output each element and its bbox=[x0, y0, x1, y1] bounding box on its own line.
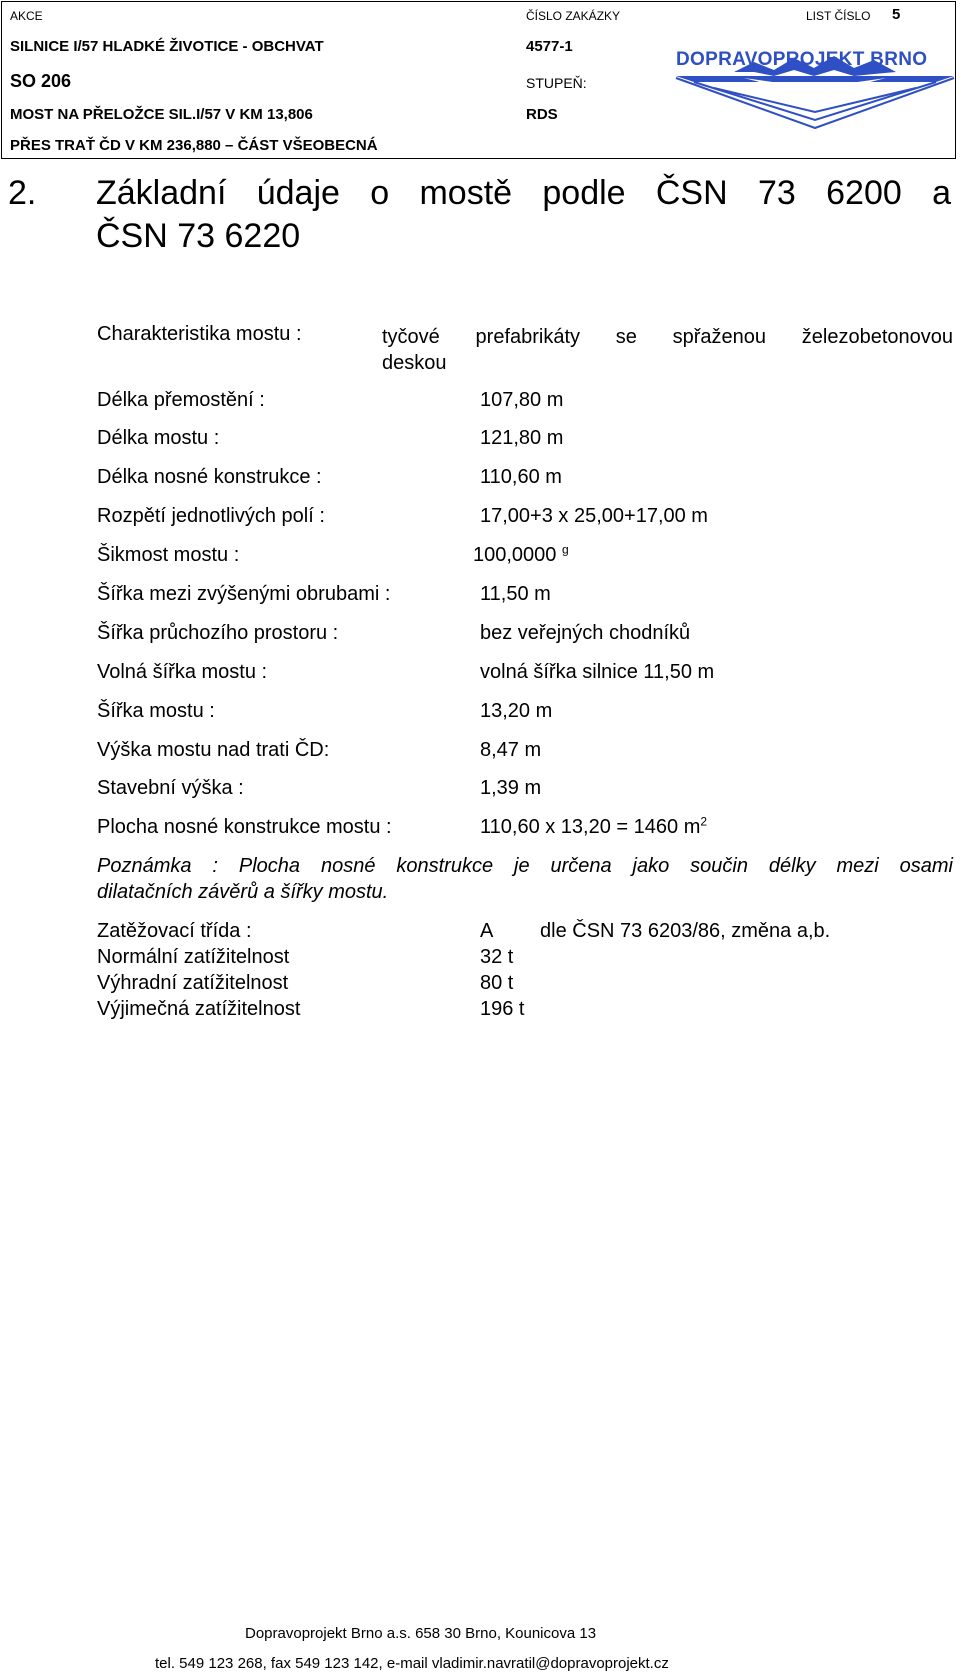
stage-label: STUPEŇ: bbox=[526, 75, 587, 91]
capacity-label: Normální zatížitelnost bbox=[97, 946, 290, 968]
capacity-value: 80 t bbox=[480, 972, 514, 994]
load-class-label: Zatěžovací třída : bbox=[97, 920, 252, 942]
sheet-label: LIST ČÍSLO bbox=[806, 9, 871, 23]
bridge-line-2: PŘES TRAŤ ČD V KM 236,880 – ČÁST VŠEOBECNÁ bbox=[10, 137, 378, 154]
param-value: volná šířka silnice 11,50 m bbox=[480, 661, 715, 683]
param-value: 110,60 m bbox=[480, 466, 562, 488]
param-value: 107,80 m bbox=[480, 389, 564, 411]
sheet-number: 5 bbox=[892, 6, 901, 23]
capacity-value: 196 t bbox=[480, 998, 525, 1020]
logo-text: DOPRAVOPROJEKT BRNO bbox=[676, 49, 928, 70]
order-label: ČÍSLO ZAKÁZKY bbox=[526, 9, 621, 23]
param-value: 11,50 m bbox=[480, 583, 551, 605]
param-value: 1,39 m bbox=[480, 777, 542, 799]
param-label: Výška mostu nad trati ČD: bbox=[97, 739, 330, 761]
skew-label: Šikmost mostu : bbox=[97, 544, 240, 566]
note-line-2: dilatačních závěrů a šířky mostu. bbox=[97, 881, 389, 903]
akce-label: AKCE bbox=[10, 9, 43, 23]
capacity-label: Výjimečná zatížitelnost bbox=[97, 998, 301, 1020]
section-number: 2. bbox=[8, 174, 37, 212]
order-value: 4577-1 bbox=[526, 38, 573, 55]
section-title-line-1: Základní údaje o mostě podle ČSN 73 6200 a bbox=[96, 174, 951, 212]
section-title-line-2: ČSN 73 6220 bbox=[96, 217, 301, 255]
param-label: Délka nosné konstrukce : bbox=[97, 466, 322, 488]
param-value: 8,47 m bbox=[480, 739, 542, 761]
param-label: Délka mostu : bbox=[97, 427, 220, 449]
skew-number: 100,0000 bbox=[473, 544, 557, 566]
capacity-label: Výhradní zatížitelnost bbox=[97, 972, 289, 994]
param-label: Šířka mezi zvýšenými obrubami : bbox=[97, 583, 391, 605]
param-label: Volná šířka mostu : bbox=[97, 661, 268, 683]
area-value bbox=[480, 816, 707, 839]
capacity-value: 32 t bbox=[480, 946, 514, 968]
footer-contact: tel. 549 123 268, fax 549 123 142, e-mail vladimir.navratil@dopravoprojekt.cz bbox=[155, 1655, 669, 1672]
note bbox=[97, 853, 953, 905]
area-exponent: 2 bbox=[700, 814, 708, 829]
footer-address: Dopravoprojekt Brno a.s. 658 30 Brno, Kounicova 13 bbox=[245, 1625, 597, 1642]
note-line-1: Poznámka : Plocha nosné konstrukce je určena jako součin délky mezi osami bbox=[97, 855, 953, 877]
road-name: SILNICE I/57 HLADKÉ ŽIVOTICE - OBCHVAT bbox=[10, 38, 324, 55]
bridge-line-1: MOST NA PŘELOŽCE SIL.I/57 V KM 13,806 bbox=[10, 106, 313, 123]
characteristics-value-line-2: deskou bbox=[382, 352, 447, 374]
param-label: Šířka mostu : bbox=[97, 700, 215, 722]
param-label: Rozpětí jednotlivých polí : bbox=[97, 505, 325, 527]
param-label: Stavební výška : bbox=[97, 777, 244, 799]
load-class-norm: dle ČSN 73 6203/86, změna a,b. bbox=[540, 920, 831, 942]
load-class-value: A bbox=[480, 920, 494, 942]
skew-unit: g bbox=[561, 542, 569, 557]
characteristics-label: Charakteristika mostu : bbox=[97, 323, 302, 345]
characteristics-value-line-1: tyčové prefabrikáty se spřaženou železobetonovou bbox=[382, 326, 953, 348]
object-code: SO 206 bbox=[10, 71, 72, 91]
area-label: Plocha nosné konstrukce mostu : bbox=[97, 816, 392, 838]
area-number: 110,60 x 13,20 = 1460 m bbox=[480, 816, 701, 838]
param-value: 121,80 m bbox=[480, 427, 564, 449]
param-label: Šířka průchozího prostoru : bbox=[97, 622, 339, 644]
param-value: 17,00+3 x 25,00+17,00 m bbox=[480, 505, 708, 527]
param-value: 13,20 m bbox=[480, 700, 553, 722]
param-value: bez veřejných chodníků bbox=[480, 622, 691, 644]
stage-value: RDS bbox=[526, 106, 558, 123]
param-label: Délka přemostění : bbox=[97, 389, 265, 411]
skew-value bbox=[473, 544, 569, 567]
characteristics-value bbox=[382, 324, 953, 376]
